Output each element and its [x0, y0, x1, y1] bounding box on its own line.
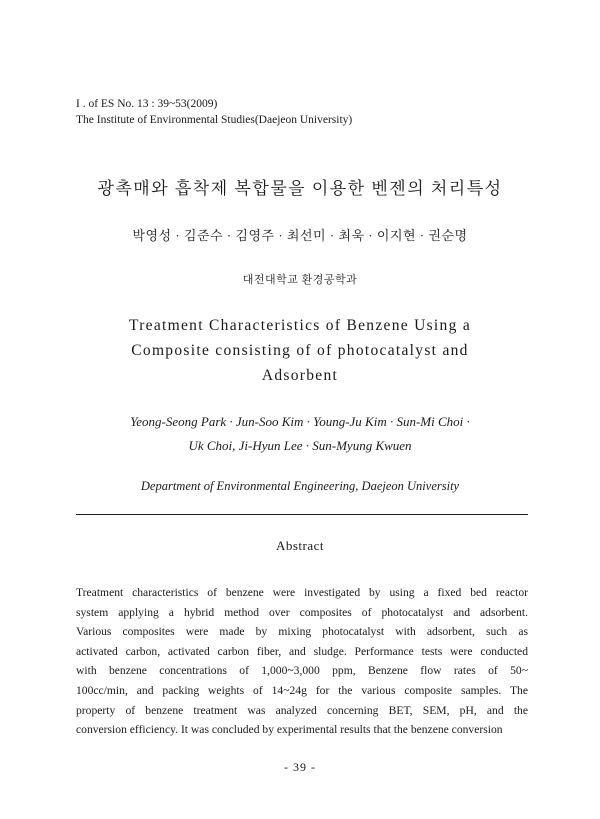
abstract-line: conversion efficiency. It was concluded by experimental results that the benzene conversion	[76, 723, 503, 737]
english-title-line: Treatment Characteristics of Benzene Using a	[129, 317, 471, 334]
journal-institute: The Institute of Environmental Studies(Daejeon University)	[76, 114, 353, 126]
section-divider	[76, 514, 528, 515]
english-title-line: Composite consisting of of photocatalyst and	[131, 342, 469, 359]
korean-title: 광촉매와 흡착제 복합물을 이용한 벤젠의 처리특성	[97, 179, 503, 198]
abstract-line: 100cc/min, and packing weights of 14~24g for the various composite samples. The	[76, 683, 528, 697]
abstract-line: Treatment characteristics of benzene were investigated by using a fixed bed reactor	[76, 586, 528, 599]
journal-citation: I . of ES No. 13 : 39~53(2009)	[76, 98, 218, 110]
english-authors-line: Yeong-Seong Park · Jun-Soo Kim · Young-Ju Kim · Sun-Mi Choi ·	[130, 414, 470, 429]
abstract-line: with benzene concentrations of 1,000~3,000 ppm, Benzene flow rates of 50~	[76, 664, 528, 678]
english-title-line: Adsorbent	[261, 367, 339, 384]
abstract-line: Various composites were made by mixing photocatalyst with adsorbent, such as	[76, 625, 528, 639]
abstract-line: property of benzene treatment was analyzed concerning BET, SEM, pH, and the	[76, 703, 528, 717]
abstract-body	[76, 583, 528, 740]
english-authors	[0, 410, 600, 458]
abstract-heading: Abstract	[275, 538, 325, 553]
journal-header	[76, 96, 352, 128]
page-number: - 39 -	[284, 760, 316, 774]
publisher-logo	[14, 815, 70, 819]
english-affiliation: Department of Environmental Engineering, Daejeon University	[140, 479, 460, 493]
english-title	[0, 313, 600, 388]
english-authors-line: Uk Choi, Ji-Hyun Lee · Sun-Myung Kwuen	[188, 438, 412, 453]
abstract-line: activated carbon, activated carbon fiber, and sludge. Performance tests were conducted	[76, 644, 528, 658]
abstract-line: system applying a hybrid method over composites of photocatalyst and adsorbent.	[76, 605, 528, 619]
korean-affiliation: 대전대학교 환경공학과	[242, 274, 358, 286]
korean-authors: 박영성 · 김준수 · 김영주 · 최선미 · 최욱 · 이지현 · 권순명	[132, 228, 468, 243]
